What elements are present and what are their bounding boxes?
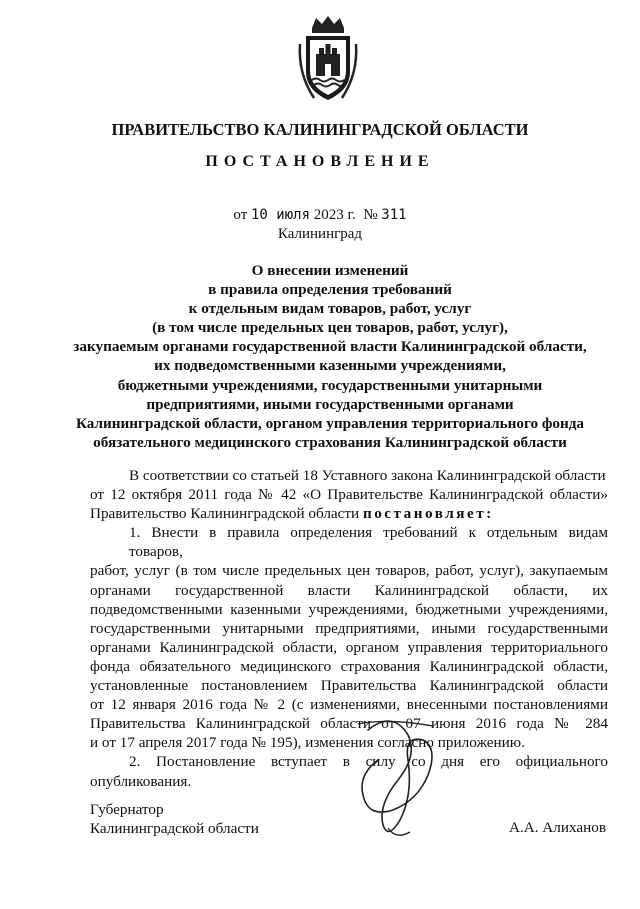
subject-line: бюджетными учреждениями, государственными унитарными — [117, 376, 543, 394]
document-type: ПОСТАНОВЛЕНИЕ — [205, 153, 435, 170]
paragraph-1-line: государственными унитарными предприятиями, иными государственными — [90, 619, 608, 637]
body-line: В соответствии со статьей 18 Уставного закона Калининградской области — [129, 467, 606, 484]
paragraph-1-line: работ, услуг (в том числе предельных цен товаров, работ, услуг), закупаемым — [90, 562, 608, 580]
position-line: Калининградской области — [90, 820, 259, 838]
date-number-line — [0, 207, 640, 224]
subject-line: (в том числе предельных цен товаров, работ, услуг), — [152, 319, 508, 337]
government-title: ПРАВИТЕЛЬСТВО КАЛИНИНГРАДСКОЙ ОБЛАСТИ — [111, 120, 529, 139]
date-year: 2023 г. — [313, 207, 356, 223]
paragraph-1-line: органами Калининградской области, органом управления территориального — [90, 638, 608, 656]
paragraph-1-line: установленные постановлением Правительства Калининградской области — [90, 677, 608, 695]
document-subject — [60, 261, 600, 452]
paragraph-1-line: от 12 января 2016 года № 2 (с изменениями, внесенными постановлениями — [90, 696, 608, 714]
paragraph-1-line: фонда обязательного медицинского страхования Калининградской области, — [90, 657, 608, 675]
paragraph-1-line: подведомственными казенными учреждениями, бюджетными учреждениями, — [90, 600, 608, 618]
paragraph-2-line: 2. Постановление вступает в силу со дня его официального — [129, 753, 608, 771]
subject-line: в правила определения требований — [208, 281, 452, 299]
paragraph-1-line: и от 17 апреля 2017 года № 195), изменения согласно приложению. — [90, 734, 525, 752]
paragraph-2-line: опубликования. — [90, 772, 192, 790]
city: Калининград — [277, 226, 363, 242]
paragraph-1-line: Правительства Калининградской области от 07 июня 2016 года № 284 — [90, 715, 608, 733]
coat-of-arms-emblem — [296, 14, 360, 104]
subject-line: закупаемым органами государственной власти Калининградской области, — [73, 338, 587, 356]
body-line — [90, 504, 608, 523]
subject-line: к отдельным видам товаров, работ, услуг — [188, 300, 472, 318]
paragraph-1-line: органами государственной власти Калининградской области, их — [90, 581, 608, 599]
document-number: 311 — [381, 207, 407, 223]
position-line: Губернатор — [90, 801, 164, 818]
signatory-name: А.А. Алиханов — [508, 819, 606, 836]
decision-word: постановляет: — [362, 505, 494, 523]
subject-line: их подведомственными казенными учреждениями, — [154, 357, 506, 375]
subject-line: О внесении изменений — [251, 262, 409, 279]
body-text-fragment: Правительство Калининградской области — [90, 505, 360, 523]
body-line: от 12 октября 2011 года № 42 «О Правительстве Калининградской области» — [90, 486, 608, 504]
date-handwritten: 10 июля — [251, 207, 311, 223]
subject-line: предприятиями, иными государственными органами — [146, 395, 514, 413]
signatory-position — [90, 800, 259, 838]
subject-line: Калининградской области, органом управления территориального фонда — [75, 414, 585, 432]
date-prefix: от — [233, 207, 248, 223]
paragraph-1-line: 1. Внести в правила определения требований к отдельным видам товаров, — [129, 524, 608, 561]
subject-line: обязательного медицинского страхования Калининградской области — [93, 433, 567, 451]
handwritten-signature — [338, 700, 448, 850]
number-sign: № — [363, 207, 378, 223]
